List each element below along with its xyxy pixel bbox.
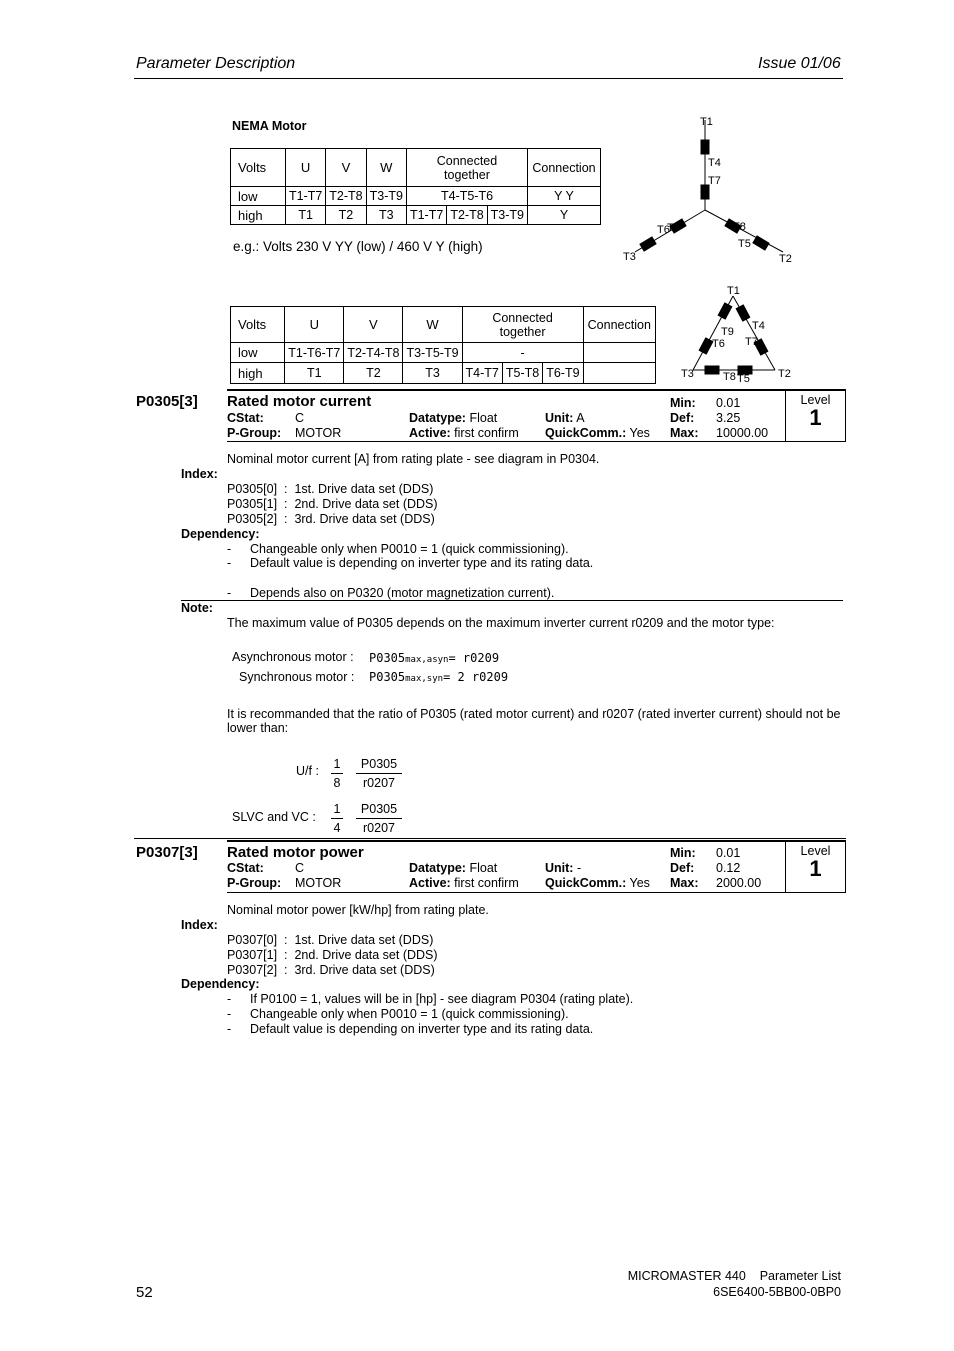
cell-w: T3 (366, 206, 406, 225)
col-header: W (366, 149, 406, 187)
terminal-label: T3 (681, 368, 694, 380)
terminal-label: T9 (667, 222, 680, 234)
dependency-item: Changeable only when P0010 = 1 (quick commissioning). (250, 542, 569, 556)
terminal-label: T6 (657, 224, 670, 236)
terminal-label: T2 (778, 368, 791, 380)
dependency-bullet: - (227, 992, 232, 1006)
nema-table-delta (230, 306, 656, 384)
level-label: Level (800, 393, 831, 407)
async-formula: P0305max,asyn= r0209 (369, 651, 500, 665)
cell-w: T3-T5-T9 (403, 343, 462, 363)
p0305-description: Nominal motor current [A] from rating plate - see diagram in P0304. (227, 452, 600, 466)
terminal-label: T5 (737, 373, 750, 385)
cell-connected: T6-T9 (543, 363, 583, 384)
terminal-label: T8 (723, 371, 736, 383)
cell-connected: - (462, 343, 583, 363)
dependency-bullet: - (227, 1007, 232, 1021)
slvc-fraction: 1 4 (331, 802, 343, 835)
dependency-bullet: - (227, 1022, 232, 1036)
dependency-item: Default value is depending on inverter type and its rating data. (250, 556, 594, 570)
col-header: Connection (528, 149, 601, 187)
terminal-label: T4 (752, 320, 765, 332)
cell-v: T2 (326, 206, 366, 225)
slvc-label: SLVC and VC : (232, 810, 316, 824)
def-value: 3.25 (716, 411, 741, 425)
cell-v: T2-T4-T8 (344, 343, 403, 363)
cell-connected: T2-T8 (447, 206, 487, 225)
index-label: Index: (181, 467, 218, 481)
footer-order-number: 6SE6400-5BB00-0BP0 (713, 1285, 841, 1299)
index-item: P0305[0] : 1st. Drive data set (DDS) (227, 482, 434, 496)
datatype-field: Datatype: Float (409, 411, 498, 425)
sync-formula: P0305max,syn= 2 r0209 (369, 670, 509, 684)
cell-connected: T1-T7 (406, 206, 446, 225)
star-wiring-diagram (615, 110, 805, 270)
col-header: Volts (231, 149, 286, 187)
note-label: Note: (181, 601, 213, 615)
dependency-bullet: - (227, 556, 232, 570)
p0307-param-id: P0307[3] (136, 844, 198, 861)
index-item: P0307[1] : 2nd. Drive data set (DDS) (227, 948, 438, 962)
page-number: 52 (136, 1284, 153, 1301)
dependency-item: Changeable only when P0010 = 1 (quick commissioning). (250, 1007, 569, 1021)
delta-wiring-diagram (675, 280, 805, 388)
col-header: W (403, 307, 462, 343)
note-recommendation: It is recommanded that the ratio of P0305 (rated motor current) and r0207 (rated inverter current) should not be lower than: (227, 707, 841, 735)
note-rule (181, 600, 843, 601)
terminal-label: T7 (708, 175, 721, 187)
index-item: P0305[1] : 2nd. Drive data set (DDS) (227, 497, 438, 511)
active-field: Active: first confirm (409, 426, 519, 440)
terminal-label: T5 (738, 238, 751, 250)
terminal-label: T8 (733, 221, 746, 233)
col-header: Connected together (462, 307, 583, 343)
cell-u: T1-T6-T7 (285, 343, 344, 363)
level-value: 1 (809, 405, 822, 430)
row-label: low (231, 187, 286, 206)
dependency-bullet: - (227, 586, 232, 600)
header-rule (134, 78, 843, 79)
async-label: Asynchronous motor : (232, 650, 354, 664)
col-header: U (285, 307, 344, 343)
unit-field: Unit: A (545, 411, 585, 425)
index-label: Index: (181, 918, 218, 932)
uf-label: U/f : (296, 764, 319, 778)
cell-connected: T4-T7 (462, 363, 502, 384)
max-value: 2000.00 (716, 876, 762, 890)
terminal-label: T1 (700, 116, 713, 128)
col-header: Connection (583, 307, 655, 343)
cell-connected: T5-T8 (502, 363, 542, 384)
uf-fraction: 1 8 (331, 757, 343, 790)
terminal-label: T3 (623, 251, 636, 263)
row-label: high (231, 363, 285, 384)
col-header: V (326, 149, 366, 187)
coil (701, 140, 709, 154)
cstat-value: C (295, 411, 305, 425)
section-rule (134, 838, 846, 839)
cell-connection (583, 343, 655, 363)
cell-u: T1-T7 (285, 187, 325, 206)
cell-v: T2-T8 (326, 187, 366, 206)
terminal-label: T4 (708, 157, 721, 169)
p0307-description: Nominal motor power [kW/hp] from rating plate. (227, 903, 489, 917)
header-issue: Issue 01/06 (758, 55, 841, 72)
pgroup-value: MOTOR (295, 876, 342, 890)
cell-v: T2 (344, 363, 403, 384)
min-value: 0.01 (716, 396, 741, 410)
nema-motor-title: NEMA Motor (232, 119, 307, 133)
footer-product: MICROMASTER 440 Parameter List (627, 1269, 841, 1283)
p0307-param-title: Rated motor power (227, 844, 364, 861)
uf-ratio: P0305 r0207 (356, 757, 402, 790)
max-value: 10000.00 (716, 426, 769, 440)
def-value: 0.12 (716, 861, 741, 875)
dependency-item: Depends also on P0320 (motor magnetization current). (250, 586, 555, 600)
max-label: Max: (670, 876, 699, 890)
dependency-bullet: - (227, 542, 232, 556)
cell-u: T1 (285, 363, 344, 384)
slvc-ratio: P0305 r0207 (356, 802, 402, 835)
index-item: P0307[2] : 3rd. Drive data set (DDS) (227, 963, 435, 977)
p0305-param-id: P0305[3] (136, 393, 198, 410)
nema-table-yy (230, 148, 601, 225)
note-text: The maximum value of P0305 depends on the maximum inverter current r0209 and the motor type: (227, 616, 775, 630)
min-label: Min: (670, 396, 696, 410)
cell-u: T1 (285, 206, 325, 225)
header-title: Parameter Description (136, 55, 296, 72)
pgroup-label: P-Group: (227, 426, 282, 440)
cell-w: T3 (403, 363, 462, 384)
dependency-label: Dependency: (181, 977, 260, 991)
unit-field: Unit: - (545, 861, 582, 875)
dependency-label: Dependency: (181, 527, 260, 541)
min-value: 0.01 (716, 846, 741, 860)
cell-connection: Y Y (528, 187, 601, 206)
index-item: P0307[0] : 1st. Drive data set (DDS) (227, 933, 434, 947)
index-item: P0305[2] : 3rd. Drive data set (DDS) (227, 512, 435, 526)
voltage-example: e.g.: Volts 230 V YY (low) / 460 V Y (high) (233, 239, 483, 254)
col-header: Connected together (406, 149, 527, 187)
cell-connected: T4-T5-T6 (406, 187, 527, 206)
cstat-label: CStat: (227, 411, 264, 425)
quickcomm-field: QuickComm.: Yes (545, 876, 650, 890)
p0307-level-box (785, 842, 846, 893)
cell-w: T3-T9 (366, 187, 406, 206)
coil (701, 185, 709, 199)
def-label: Def: (670, 861, 695, 875)
cstat-value: C (295, 861, 305, 875)
terminal-label: T6 (712, 338, 725, 350)
min-label: Min: (670, 846, 696, 860)
cell-connection (583, 363, 655, 384)
cell-connection: Y (528, 206, 601, 225)
active-field: Active: first confirm (409, 876, 519, 890)
sync-label: Synchronous motor : (239, 670, 355, 684)
col-header: V (344, 307, 403, 343)
pgroup-value: MOTOR (295, 426, 342, 440)
def-label: Def: (670, 411, 695, 425)
terminal-label: T1 (727, 285, 740, 297)
datatype-field: Datatype: Float (409, 861, 498, 875)
terminal-label: T9 (721, 326, 734, 338)
row-label: low (231, 343, 285, 363)
terminal-label: T7 (745, 336, 758, 348)
level-label: Level (800, 844, 831, 858)
col-header: Volts (231, 307, 285, 343)
dependency-item: Default value is depending on inverter type and its rating data. (250, 1022, 594, 1036)
max-label: Max: (670, 426, 699, 440)
p0305-level-box (785, 391, 846, 442)
level-value: 1 (809, 856, 822, 881)
quickcomm-field: QuickComm.: Yes (545, 426, 650, 440)
terminal-label: T2 (779, 253, 792, 265)
pgroup-label: P-Group: (227, 876, 282, 890)
dependency-item: If P0100 = 1, values will be in [hp] - see diagram P0304 (rating plate). (250, 992, 634, 1006)
cstat-label: CStat: (227, 861, 264, 875)
p0305-param-title: Rated motor current (227, 393, 372, 410)
cell-connected: T3-T9 (487, 206, 527, 225)
col-header: U (285, 149, 325, 187)
row-label: high (231, 206, 286, 225)
